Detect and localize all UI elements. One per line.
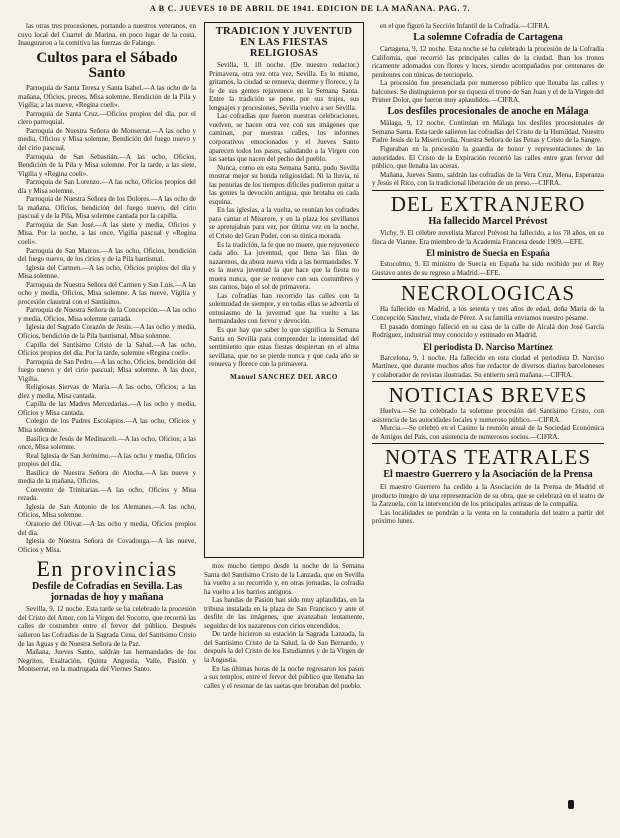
paragraph: Sevilla, 9, 10 noche. (De nuestro redactor.) Primavera, otra vez otra vez, Sevilla. Es lo mismo, gritamos, la ciudad se renueva, duerme y florece, y la fe de sus gentes rejuvenece en la Semana Santa. Entre la tradición se pone, por sus trajes, sus lenguajes y procesiones, Sevilla vuelve a ser Sevilla.: [209, 61, 359, 112]
paragraph: Nunca, como en esta Semana Santa, pudo Sevilla mostrar mejor su honda religiosidad. Ni la lluvia, ni las penurias de los tiempos difíciles pudieron quitar a las gentes la devoción antigua, que brotaba en cada esquina.: [209, 163, 359, 206]
subheading-sevilla: Desfile de Cofradías en Sevilla. Las jornadas de hoy y mañana: [32, 581, 182, 603]
paragraph: Iglesia del Sagrado Corazón de Jesús.—A las ocho y media, Oficios, bendición de la Pila bautismal, Misa solemne.: [18, 323, 196, 340]
paragraph: Parroquia de Santa Teresa y Santa Isabel.—A las ocho de la mañana, Oficios, preces, Misa solemne, Bendición de la Pila y Vigilia; a las nueve, «Regina coeli».: [18, 84, 196, 110]
paragraph: Capilla de las Madres Mercedarias.—A las ocho y media, Oficios y Misa cantada.: [18, 400, 196, 417]
paragraph: En las iglesias, a la vuelta, se reunían los cofrades para cantar el Miserere, y en la plaza los sevillanos se apretujaban para ver, por última vez en la noche, el Cristo del Gran Poder, con su túnica morada.: [209, 206, 359, 240]
feature-box: [204, 22, 364, 558]
column-right: [372, 22, 604, 830]
paragraph: Barcelona, 9, 1 noche. Ha fallecido en esta ciudad el periodista D. Narciso Martínez, que durante muchos años fue redactor de diversos diarios barceloneses y colaborador de revistas ilustradas. Su entierro será mañana.—CIFRA.: [372, 353, 604, 379]
cultos-list: [18, 84, 196, 554]
paragraph: Parroquia de Nuestra Señora de la Concepción.—A las ocho y media, Oficios. Misa solemne cantada.: [18, 306, 196, 323]
heading-cultos: Cultos para el Sábado Santo: [36, 49, 178, 82]
subheading-narciso: El periodista D. Narciso Martínez: [423, 341, 553, 352]
paragraph: Huelva.—Se ha celebrado la solemne procesión del Santísimo Cristo, con asistencia de las autoridades locales y numeroso público.—CIFRA.: [372, 407, 604, 424]
divider: [372, 190, 604, 191]
paragraph: Mañana, Jueves Santo, saldrán las cofradías de la Vera Cruz, Mena, Esperanza y Jesús el Rico, con la tradicional liberación de un preso.—CIFRA.: [372, 170, 604, 188]
paragraph: Murcia.—Se celebró en el Casino la reunión anual de la Sociedad Económica de Amigos del País, con asistencia de numerosos socios.—CIFRA.: [372, 424, 604, 441]
paragraph: Iglesia de San Antonio de los Alemanes.—A las ocho, Oficios, Misa solemne.: [18, 502, 196, 520]
prevost-text: [372, 229, 604, 246]
feature-text: [209, 61, 359, 369]
paragraph: Colegio de los Padres Escolapios.—A las ocho, Oficios y Misa solemne.: [18, 417, 196, 435]
paragraph: Parroquia de San Sebastián.—A las ocho, Oficios, Bendición de la Pila y Misa solemne. Por la tarde, a las siete, Vigilia y «Regina coeli».: [18, 152, 196, 178]
paragraph: Es la tradición, la fe que no muere, que rejuvenece cada año. La juventud, que llena las filas de nazarenos, da ahora nueva vida a las hermandades. Y es la nueva juventud la que hace que la fiesta no muera nunca, que se renueve con sus costumbres y sus cantos, bajo el sol de primavera.: [209, 240, 359, 292]
paragraph: En las últimas horas de la noche regresaron los pasos a sus templos, entre el fervor del público que llenaba las calles y el resonar de las saetas que brotaban del pueblo.: [204, 664, 364, 690]
paragraph: El pasado domingo falleció en su casa de la calle de Alcalá don José García Rodríguez, industrial muy conocido y estimado en Madrid.: [372, 322, 604, 340]
paragraph: Ha fallecido en Madrid, a los setenta y tres años de edad, doña María de la Concepción Sánchez, viuda de Pérez. A su familia enviamos nuestro pésame.: [372, 305, 604, 322]
paragraph: Oratorio del Olivar.—A las ocho y media, Oficios propios del día.: [18, 520, 196, 537]
paragraph: Las cofradías que fueron nuestras celebraciones, vuelven, se hacen otra vez con sus imágenes que caminan, por nuestras calles, los informes corporativos emocionados y el Jueves Santo aparecen todos los pasos, saludando a la Virgen con las saetas que nacen del pecho del pueblo.: [209, 112, 359, 164]
paragraph: Es que hay que saber lo que significa la Semana Santa en Sevilla para comprender la intensidad del sentimiento que estas fiestas despiertan en el alma sevillana, que no se pierde nunca y que cada año se renueva y florece con la primavera.: [209, 326, 359, 369]
divider: [372, 279, 604, 280]
paragraph: Sevilla, 9, 12 noche. Esta tarde se ha celebrado la procesión del Cristo del Amor, con la Virgen del Socorro, que recorrió las calles de costumbre entre el fervor del público. Después salieron las Cofradías de la Sagrada Cena, del Santísimo Cristo de las Aguas y de Nuestra Señora de la Paz.: [18, 605, 196, 648]
paragraph: Parroquia de San Pedro.—A las ocho, Oficios, bendición del fuego nuevo y del cirio pascual; Misa solemne. A las doce, Vigilia.: [18, 357, 196, 383]
paragraph: Las bandas de Pasión han sido muy aplaudidas, en la tribuna instalada en la plaza de San Francisco y ante el desfile de las imágenes, que avanzaban lentamente, seguidas de los nazarenos con cirios encendidos.: [204, 596, 364, 630]
heading-necrologicas: NECROLOGICAS: [400, 281, 576, 306]
paragraph: Estocolmo, 9. El ministro de Suecia en España ha sido recibido por el Rey Gustavo antes de su regreso a Madrid.—EFE.: [372, 260, 604, 277]
malaga-text: [372, 119, 604, 187]
paragraph: Figuraban en la procesión la guardia de honor y representaciones de las autoridades. El Cristo de la Expiración recorrió las calles entre gran fervor del público, que llenaba las aceras.: [372, 145, 604, 171]
paragraph: Convento de Trinitarias.—A las ocho, Oficios y Misa rezada.: [18, 485, 196, 503]
paragraph: Las localidades se pondrán a la venta en la contaduría del teatro a partir del próximo lunes.: [372, 508, 604, 526]
heading-notas-teatrales: NOTAS TEATRALES: [384, 445, 592, 470]
paragraph: La procesión fue presenciada por numeroso público que llenaba las calles y balcones. Se distinguieron por su riqueza el trono de San Juan y el de la Virgen del Primer Dolor, que fueron muy aplaudidos.—CIFRA.: [372, 79, 604, 105]
column-left: [18, 22, 196, 830]
paragraph: Parroquia de San Lorenzo.—A las ocho, Oficios propios del día y Misa solemne.: [18, 178, 196, 195]
paragraph: Real Iglesia de San Jerónimo.—A las ocho y media, Oficios propios del día.: [18, 451, 196, 469]
paragraph: Mañana, Jueves Santo, saldrán las hermandades de los Negritos, Exaltación, Quinta Angustia, Valle, Pasión y Montserrat, en la madrugada del Viernes Santo.: [18, 648, 196, 674]
paragraph: mos mucho tiempo desde la noche de la Semana Santa del Santísimo Cristo de la Lanzada, que en Sevilla ha vuelto a su recorrido y, en otras jornadas, la cofradía ha vuelto a los barrios antiguos.: [204, 562, 364, 596]
paragraph: en el que figuró la Sección Infantil de la Cofradía.—CIFRA.: [380, 22, 550, 30]
ink-mark: [568, 800, 574, 809]
paragraph: Basílica de Nuestra Señora de Atocha.—A las nueve y media de la mañana, Oficios.: [18, 468, 196, 486]
subheading-guerrero: El maestro Guerrero y la Asociación de la Prensa: [383, 469, 593, 481]
subheading-prevost: Ha fallecido Marcel Prévost: [428, 215, 548, 227]
paragraph: De tarde hicieron su estación la Sagrada Lanzada, la del Santísimo Cristo de la Salud, la de San Bernardo, y después la del Cristo de los Estudiantes y de la Virgen de la Angustia.: [204, 630, 364, 665]
necrologicas-text: [372, 305, 604, 339]
paragraph: Parroquia de Nuestra Señora del Carmen y San Luis.—A las ocho y media, Oficios, Misa solemne. A las nueve, Vigilia y procesión claustral con el Santísimo.: [18, 280, 196, 306]
cartagena-text: [372, 45, 604, 105]
paragraph: Parroquia de San Marcos.—A las ocho, Oficios, bendición del fuego nuevo, de los cirios y de la Pila bautismal.: [18, 246, 196, 264]
heading-cartagena: La solemne Cofradía de Cartagena: [413, 31, 563, 43]
noticias-text: [372, 407, 604, 441]
sevilla-text: [18, 605, 196, 673]
top-text: [372, 22, 604, 31]
paragraph: Basílica de Jesús de Medinaceli.—A las ocho, Oficios; a las once, Misa solemne.: [18, 434, 196, 452]
paragraph: Vichy, 9. El célebre novelista Marcel Prévost ha fallecido, a los 78 años, en su finca de Vianne. Era miembro de la Academia Francesa desde 1909.—EFE.: [372, 229, 604, 246]
paragraph: Cartagena, 9, 12 noche. Esta noche se ha celebrado la procesión de la Cofradía California, que recorrió las principales calles de la ciudad. Iban los tronos ricamente adornados con flores y luces, siendo acompañados por centenares de penitentes con túnicas de terciopelo.: [372, 45, 604, 79]
paragraph: Parroquia de Nuestra Señora de Monserrat.—A las ocho y media, Oficios y Misa solemne, Bendición del fuego nuevo y del cirio pascual.: [18, 126, 196, 152]
feature-title: TRADICION Y JUVENTUD EN LAS FIESTAS RELIGIOSAS: [215, 26, 353, 60]
paragraph: Málaga, 9, 12 noche. Continúan en Málaga los desfiles procesionales de Semana Santa. Esta tarde salieron las cofradías del Cristo de la Humildad, Nuestro Padre Jesús de la Misericordia, Nuestra Señora de las Penas y Cristo de la Sangre.: [372, 119, 604, 145]
paragraph: El maestro Guerrero ha cedido a la Asociación de la Prensa de Madrid el producto íntegro de una representación de su obra, que se celebrará en el teatro de la Zarzuela, con la intervención de los principales artistas de la compañía.: [372, 482, 604, 509]
intro-paragraph: las otras tres procesiones, portando a nuestros veteranos, en cuyo local del Cuartel de Marina, en poco lugar de la costa. Inauguraron a la comitiva las fuerzas de Falange.: [18, 22, 196, 48]
paragraph: Parroquia de Nuestra Señora de los Dolores.—A las ocho de la mañana, Oficios, bendición del fuego nuevo, del cirio pascual y de la Pila, Misa solemne cantada por la capilla.: [18, 195, 196, 221]
heading-malaga: Los desfiles procesionales de anoche en Málaga: [387, 105, 589, 117]
divider: [372, 381, 604, 382]
paragraph: Religiosas Siervas de María.—A las ocho, Oficios; a las diez y media, Misa cantada.: [18, 383, 196, 400]
feature-byline: Manuel SANCHEZ DEL ARCO: [230, 372, 338, 381]
paragraph: Iglesia del Carmen.—A las ocho, Oficios propios del día y Misa solemne.: [18, 263, 196, 281]
paragraph: Iglesia de Nuestra Señora de Covadonga.—A las nueve, Oficios y Misa.: [18, 537, 196, 554]
narciso-text: [372, 354, 604, 380]
teatrales-text: [372, 483, 604, 526]
suecia-text: [372, 260, 604, 277]
paragraph: Parroquia de San José.—A las siete y media, Oficios y Misa. Por la noche, a las once, Vigilia pascual y «Regina coeli».: [18, 220, 196, 246]
column-middle: [204, 22, 364, 830]
heading-provincias: En provincias: [36, 556, 178, 582]
subheading-suecia: El ministro de Suecia en España: [426, 248, 550, 259]
continuation-text: [204, 562, 364, 690]
heading-noticias-breves: NOTICIAS BREVES: [388, 383, 588, 408]
masthead: A B C. JUEVES 10 DE ABRIL DE 1941. EDICION DE LA MAÑANA. PAG. 7.: [149, 4, 471, 13]
divider: [372, 443, 604, 444]
heading-extranjero: DEL EXTRANJERO: [390, 191, 586, 216]
paragraph: Las cofradías han recorrido las calles con la solemnidad de siempre, y en todas ellas se advertía el entusiasmo de la juventud que ha vuelto a las hermandades con fervor y devoción.: [209, 291, 359, 326]
paragraph: Capilla del Santísimo Cristo de la Salud.—A las ocho, Oficios propios del día. Por la tarde, solemne «Regina coeli».: [18, 340, 196, 358]
paragraph: Parroquia de Santa Cruz.—Oficios propios del día, por el clero parroquial.: [18, 109, 196, 127]
